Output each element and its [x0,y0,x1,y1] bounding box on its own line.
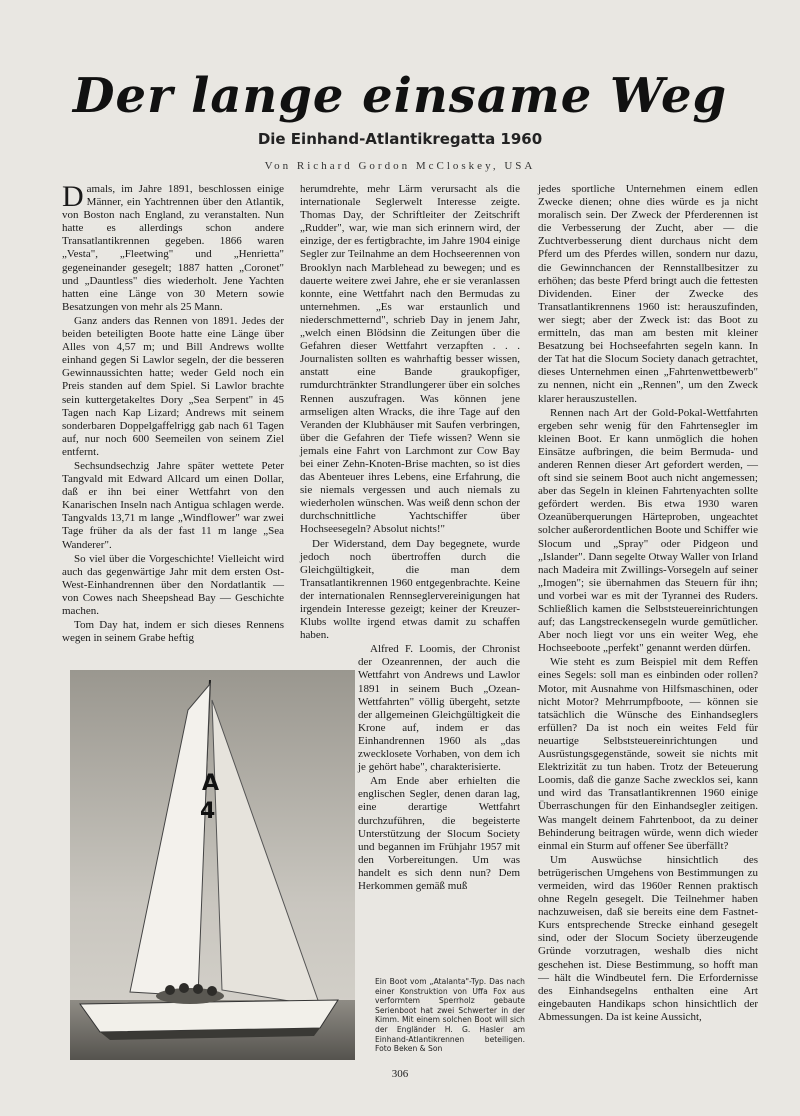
paragraph: So viel über die Vorgeschichte! Vielleicht wird auch das gegenwärtige Jahr mit dem ersten Ost-West-Einhandrennen über den Nordatlantik — von Cowes nach Sheepshead Bay — Geschichte machen. [62,552,284,617]
page-number: 306 [391,1068,409,1080]
sail-number-top: A [202,771,220,796]
paragraph: jedes sportliche Unternehmen einem edlen Zwecke dienen; ohne dies würde es ja nicht moralisch sein. Der Zweck der Pferderennen ist die Verbesserung der Zucht, aber — die Zuchtverbesserung dient durchaus nicht dem Pferd um des Pferdes willen, sondern nur dazu, die Gewinnchancen der Rennstallbesitzer zu erhöhen; das beste Pferd bringt auch die fettesten Dividenden. Einer der Zwecke des Transatlantikrennens 1960 ist: herauszufinden, wer siegt; aber der Zweck ist: das Boot zu ermitteln, das man am besten mit kleiner Besatzung bei Hochseefahrten segeln kann. In der Tat hat die Slocum Society danach getrachtet, dieses Unternehmen einen „Fahrtenwettbewerb" zu nennen, nicht ein „Rennen", um den Zweck klarer herauszustellen. [538,183,758,405]
paragraph: Ganz anders das Rennen von 1891. Jedes der beiden beteiligten Boote hatte eine Länge über Alles von 4,57 m; und Bill Andrews wollte einhand gegen Si Lawlor segeln, der die besseren Gewinnaussichten hatte; weder Geld noch ein Preis standen auf dem Spiel. Si Lawlor brachte sein kuttergetakeltes Dory „Sea Serpent" in 45 Tagen nach Kap Lizard; Andrews mit seinem sonderbaren Doppelgaffelrigg gab nach 61 Tagen auf, nur noch 600 Seemeilen von seinem Ziel entfernt. [62,314,284,458]
text-column-1 [62,180,284,646]
sail-number-bottom: 4 [200,799,216,824]
paragraph: Alfred F. Loomis, der Chronist der Ozeanrennen, der auch die Wettfahrt von Andrews und Lawlor 1891 in seinem Buch „Ozean-Wettfahrten" völlig übergeht, setzte der allgemeinen Gleichgültigkeit die Krone auf, indem er das Einhandrennen 1960 als „das zwecklosete Vorhaben, von dem ich je gehört habe", charakterisierte. [358,643,520,774]
article-title: Der lange einsame Weg [72,68,728,124]
paragraph: Um Auswüchse hinsichtlich des betrügerischen Umgehens von Bestimmungen zu vermeiden, wird das 1960er Rennen praktisch ohne Regeln gesegelt. Die Teilnehmer haben nachzuweisen, daß sie bereits eine dem Fastnet-Kurs entsprechende Strecke einhand gesegelt sind, oder der Slocum Society überzeugende Gründe vorzutragen, weshalb dies nicht geschehen ist. Diese Bestimmung, so hofft man — hält die Windbeutel fern. Die Erfordernisse des Einhandsegelns enthalten eine Art eingebauten Handikaps schon hinsichtlich der Abmessungen. Da ist keine Aussicht, [538,853,758,1023]
paragraph: herumdrehte, mehr Lärm verursacht als die internationale Seglerwelt Interesse zeigte. Thomas Day, der Schriftleiter der Zeitschrift „Rudder", war, wie man sich erinnern wird, der einzige, der es fertigbrachte, im Jahre 1904 einige Segler zur Teilnahme an dem Hochseerennen von Brooklyn nach Marblehead zu bewegen; und es dauerte weitere zwei Jahre, ehe er sie veranlassen konnte, eine Wettfahrt nach den Bermudas zu unternehmen. „Es war erstaunlich und niederschmetternd", schrieb Day in jenem Jahr, „welch einen Blödsinn die Zeitungen über die Gefahren dieser Wettfahrt verzapften . . . Journalisten sollten es wahrhaftig besser wissen, anstatt eine Bande graukopfiger, rumdurchtränkter Strandlungerer über ein solches Rennen auszufragen. Was können jene armseligen alten Wracks, die ihre Tage auf den Veranden der Klubhäuser mit Saufen verbringen, über die Gefahren der Tiefe wissen? Wenn sie jemals eine Fahrt von Larchmont zur Cow Bay bei einer Zehn-Knoten-Brise machten, so ist dies das Abenteuer ihres Lebens, eine Erfahrung, die sie niemals vergessen und auch niemals zu wiederholen wünschen. Was weiß denn schon der durchschnittliche Yachtschiffer über Hochseesegeln? Absolut nichts!" [300,183,520,536]
drop-cap: D [62,180,84,213]
paragraph: Rennen nach Art der Gold-Pokal-Wettfahrten ergeben sehr wenig für den Fahrtensegler im kleinen Boot. Er kann unmöglich die hohen Einsätze aufbringen, die beim Bermuda- und anderen Rennen dieser Art gefordert werden, — oft sind sie seinem Boot auch nicht angemessen; aber das Segeln in kleinen Fahrtenyachten sollte gefördert werden. Bis etwa 1930 waren Ozeanüberquerungen Härteproben, ungeachtet solcher außerordentlichen Boote und Schiffer wie Slocum und „Spray" oder Pidgeon und „Islander". Dann segelte Otway Waller von Irland nach Madeira mit Zwillings-Vorsegeln auf seiner „Imogen"; sie übernahmen das Steuern für ihn; und vorbei war es mit der Tyrannei des Ruders. Schließlich kamen die Selbststeuereinrichtungen auf; das Langstreckensegeln wurde gemütlicher. Aber noch liegt vor uns ein weiter Weg, ehe Hochseeboote „perfekt" genannt werden dürfen. [538,406,758,655]
paragraph: Tom Day hat, indem er sich dieses Rennens wegen in seinem Grabe heftig [62,619,284,645]
byline: Von Richard Gordon McCloskey, USA [264,160,536,172]
text-column-3 [538,183,758,1025]
paragraph: Sechsundsechzig Jahre später wettete Peter Tangvald mit Edward Allcard um einen Dollar, daß er ihn bei einer Wettfahrt von den Kanarischen Inseln nach Antigua schlagen werde. Tangvalds 13,71 m lange „Windflower" war zwei Tage früher da als der fast 11 m lange „Sea Wanderer". [62,459,284,551]
article-subtitle: Die Einhand-Atlantikregatta 1960 [257,130,543,148]
paragraph: Damals, im Jahre 1891, beschlossen einige Männer, ein Yachtrennen über den Atlantik, von Boston nach England, zu veranstalten. Nun hatte es allerdings schon andere Transatlantikrennen gegeben. 1866 waren „Vesta", „Fleetwing" und „Henrietta" gegeneinander gesegelt; 1887 hatten „Coronet" und „Dauntless" dies wiederholt. Jene Yachten hatten eine Länge von 30 Metern sowie Besatzungen von mehr als 25 Mann. [62,180,284,313]
paragraph: Am Ende aber erhielten die englischen Segler, denen daran lag, eine derartige Wettfahrt durchzuführen, die begeisterte Unterstützung der Slocum Society und begannen im Frühjahr 1957 mit den Vorbereitungen. Um was handelt es sich denn nun? Dem Herkommen gemäß muß [358,775,520,892]
paragraph: Wie steht es zum Beispiel mit dem Reffen eines Segels: soll man es einbinden oder rollen? Motor, mit Ausnahme von Hilfsmaschinen, oder nicht Motor? Mehrrumpfboote, — können sie tatsächlich die Wünsche des Einhandseglers erfüllen? Da ist noch ein weites Feld für neuartige Selbststeuereinrichtungen und Ausrüstungsgegenstände, soweit sie nichts mit Elektrizität zu tun haben. Trotz der Beteuerung Loomis, daß die ganze Sache zwecklos sei, kann und wird das Transatlantikrennen 1960 einige Überraschungen für den Einhandsegler zeitigen. Was mangelt deinem Fahrtenboot, da zu deiner Behinderung beitragen würde, wenn dich wieder einmal ein Sturm auf offener See überfällt? [538,656,758,852]
photo-caption: Ein Boot vom „Atalanta"-Typ. Das nach einer Konstruktion von Uffa Fox aus verformtem Sperrholz gebaute Serienboot hat zwei Schwerter in der Kimm. Mit einem solchen Boot will sich der Engländer H. G. Hasler am Einhand-Atlantikrennen beteiligen. Foto Beken & Son [375,977,525,1054]
paragraph: Der Widerstand, dem Day begegnete, wurde jedoch noch übertroffen durch die Gleichgültigkeit, die man dem Transatlantikrennen 1960 entgegenbrachte. Keine der internationalen Rennseglervereinigungen hat irgendein Interesse gezeigt; keiner der Kreuzer-Klubs wollte irgend etwas damit zu schaffen haben. [300,537,520,642]
sailboat-illustration [70,670,355,1060]
sailboat-photo [70,670,355,1060]
